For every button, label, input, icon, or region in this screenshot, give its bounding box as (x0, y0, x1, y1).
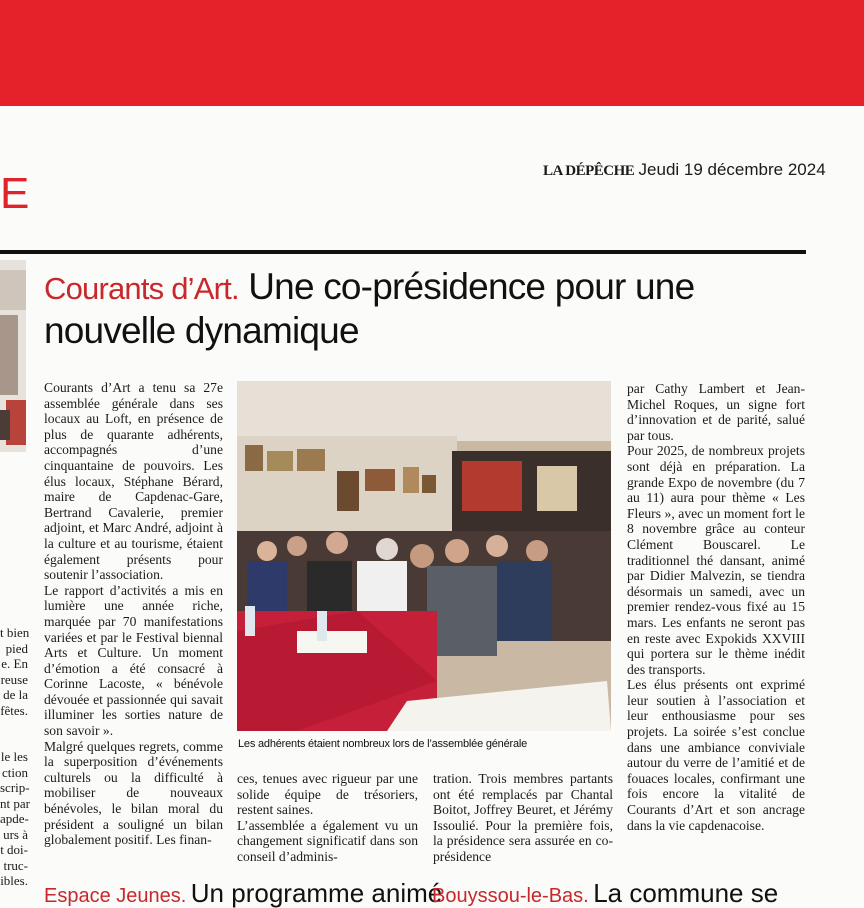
red-top-banner (0, 0, 864, 106)
left-fragment: ction (2, 764, 28, 780)
newspaper-brand: LA DÉPÊCHE (543, 163, 635, 179)
left-fragment: le les (0, 749, 28, 764)
article-photo (237, 381, 611, 731)
next-article-title: Un programme animé (190, 878, 443, 908)
next-article-kicker: Bouyssou-le-Bas. (432, 885, 589, 907)
article-column-3: tration. Trois membres partants ont été remplacés par Chantal Boitot, Joffrey Beuret, et Jérémy Issoulié. Pour la première fois, la présidence sera assurée en co-présidence (433, 771, 613, 864)
left-fragment: scrip- (0, 780, 30, 795)
next-article-kicker: Espace Jeunes. (44, 885, 187, 907)
left-fragment (0, 718, 28, 734)
left-column-fragments (0, 625, 28, 889)
issue-date: Jeudi 19 décembre 2024 (638, 160, 826, 179)
left-fragment: de la (3, 687, 28, 702)
left-fragment: pied (5, 640, 28, 656)
header-rule (0, 250, 806, 254)
left-photo-fragment (0, 260, 26, 452)
next-article-title: La commune se (593, 878, 779, 908)
left-fragment: reuse (0, 671, 28, 687)
article-column-1: Courants d’Art a tenu sa 27e assemblée générale dans ses locaux au Loft, en présence de plus de quarante adhérents, accompagnés d’une cinquantaine de pouvoirs. Les élus locaux, Stéphane Bérard, maire de Capdenac-Gare, Bertrand Cavalerie, premier adjoint, et Marc André, adjoint à la culture et au tourisme, étaient également présents pour soutenir l’association. Le rapport d’activités a mis en lumière une année riche, marquée par 70 manifestations variées et par le Festival biennal Arts et Culture. Un moment d’émotion a été consacré à Corinne Lacoste, « bénévole dévouée et passionnée qui savait illuminer les sorties nature de son savoir ». Malgré quelques regrets, comme la superposition d’événements culturels ou la difficulté à mobiliser de nouveaux bénévoles, le bilan moral du président a souligné un bilan globalement positif. Les finan- (44, 380, 223, 848)
masthead (543, 160, 826, 180)
left-fragment: t bien (0, 625, 30, 640)
left-fragment: truc- (3, 857, 28, 873)
left-fragment: t doi- (0, 842, 28, 857)
left-fragment: ibles. (0, 873, 28, 888)
article-title: Une co-présidence pour une nouvelle dynamique (44, 266, 695, 351)
next-article-headline (44, 880, 442, 906)
left-fragment: apde- (0, 811, 29, 826)
next-article-headline (432, 880, 778, 906)
section-letter: E (0, 169, 30, 218)
left-fragment: urs à (3, 826, 28, 842)
left-fragment: nt par (0, 795, 30, 811)
article-column-2: ces, tenues avec rigueur par une solide équipe de trésoriers, restent saines. L’assemblée a également vu un changement significatif dans son conseil d’adminis- (237, 771, 418, 864)
left-fragment: fêtes. (0, 702, 28, 718)
photo-caption: Les adhérents étaient nombreux lors de l’assemblée générale (238, 738, 528, 750)
left-fragment: e. En (1, 656, 28, 671)
left-fragment (0, 734, 28, 750)
article-column-4: par Cathy Lambert et Jean-Michel Roques, un signe fort d’innovation et de parité, salué par tous. Pour 2025, de nombreux projets sont déjà en préparation. La grande Expo de novembre (du 7 au 11) aura pour thème « Les Fleurs », avec un moment fort le 8 novembre grâce au conteur Clément Bouscarel. Le traditionnel thé dansant, animé par Didier Malvezin, se tiendra désormais un samedi, avec un premier rendez-vous fixé au 15 mars. Les enfants ne seront pas en reste avec Expokids XXVIII qui portera sur le thème inédit des transports. Les élus présents ont exprimé leur soutien à l’association et leur enthousiasme pour ses projets. La soirée s’est conclue dans une ambiance conviviale autour du verre de l’amitié et de fouaces locales, confirmant une fois encore la vitalité de Courants d’Art et son ancrage dans la vie capdenacoise. (627, 381, 805, 833)
article-kicker: Courants d’Art. (44, 271, 239, 306)
article-headline (44, 266, 804, 352)
